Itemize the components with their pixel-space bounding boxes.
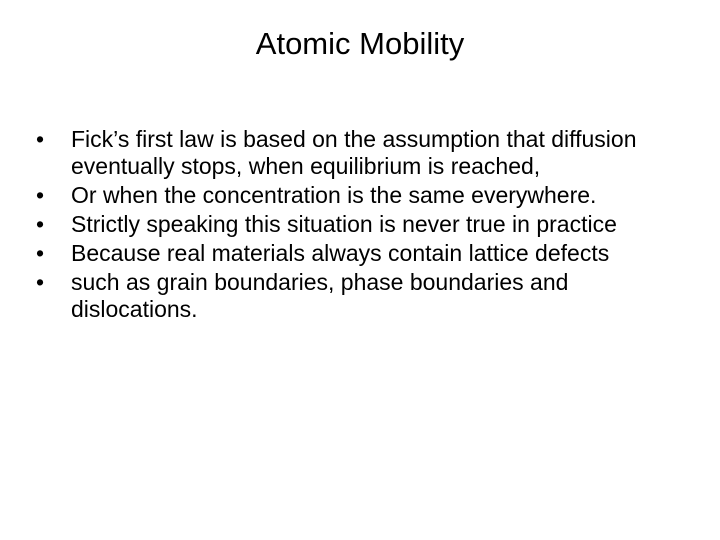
bullet-text: Strictly speaking this situation is never true in practice xyxy=(71,211,617,237)
bullet-icon: • xyxy=(36,269,45,295)
slide-title: Atomic Mobility xyxy=(255,26,465,61)
bullet-item xyxy=(36,240,676,267)
bullet-item xyxy=(36,182,676,209)
bullet-icon: • xyxy=(36,240,45,266)
bullet-item xyxy=(36,126,676,180)
bullet-icon: • xyxy=(36,182,45,208)
bullet-text: such as grain boundaries, phase boundaries and dislocations. xyxy=(71,269,569,322)
bullet-list xyxy=(36,126,676,325)
bullet-text: Because real materials always contain lattice defects xyxy=(71,240,610,266)
bullet-icon: • xyxy=(36,126,45,152)
bullet-text: Fick’s first law is based on the assumption that diffusion eventually stops, when equilibrium is reached, xyxy=(71,126,637,179)
bullet-text: Or when the concentration is the same everywhere. xyxy=(71,182,597,208)
bullet-item xyxy=(36,269,676,323)
bullet-item xyxy=(36,211,676,238)
bullet-icon: • xyxy=(36,211,45,237)
